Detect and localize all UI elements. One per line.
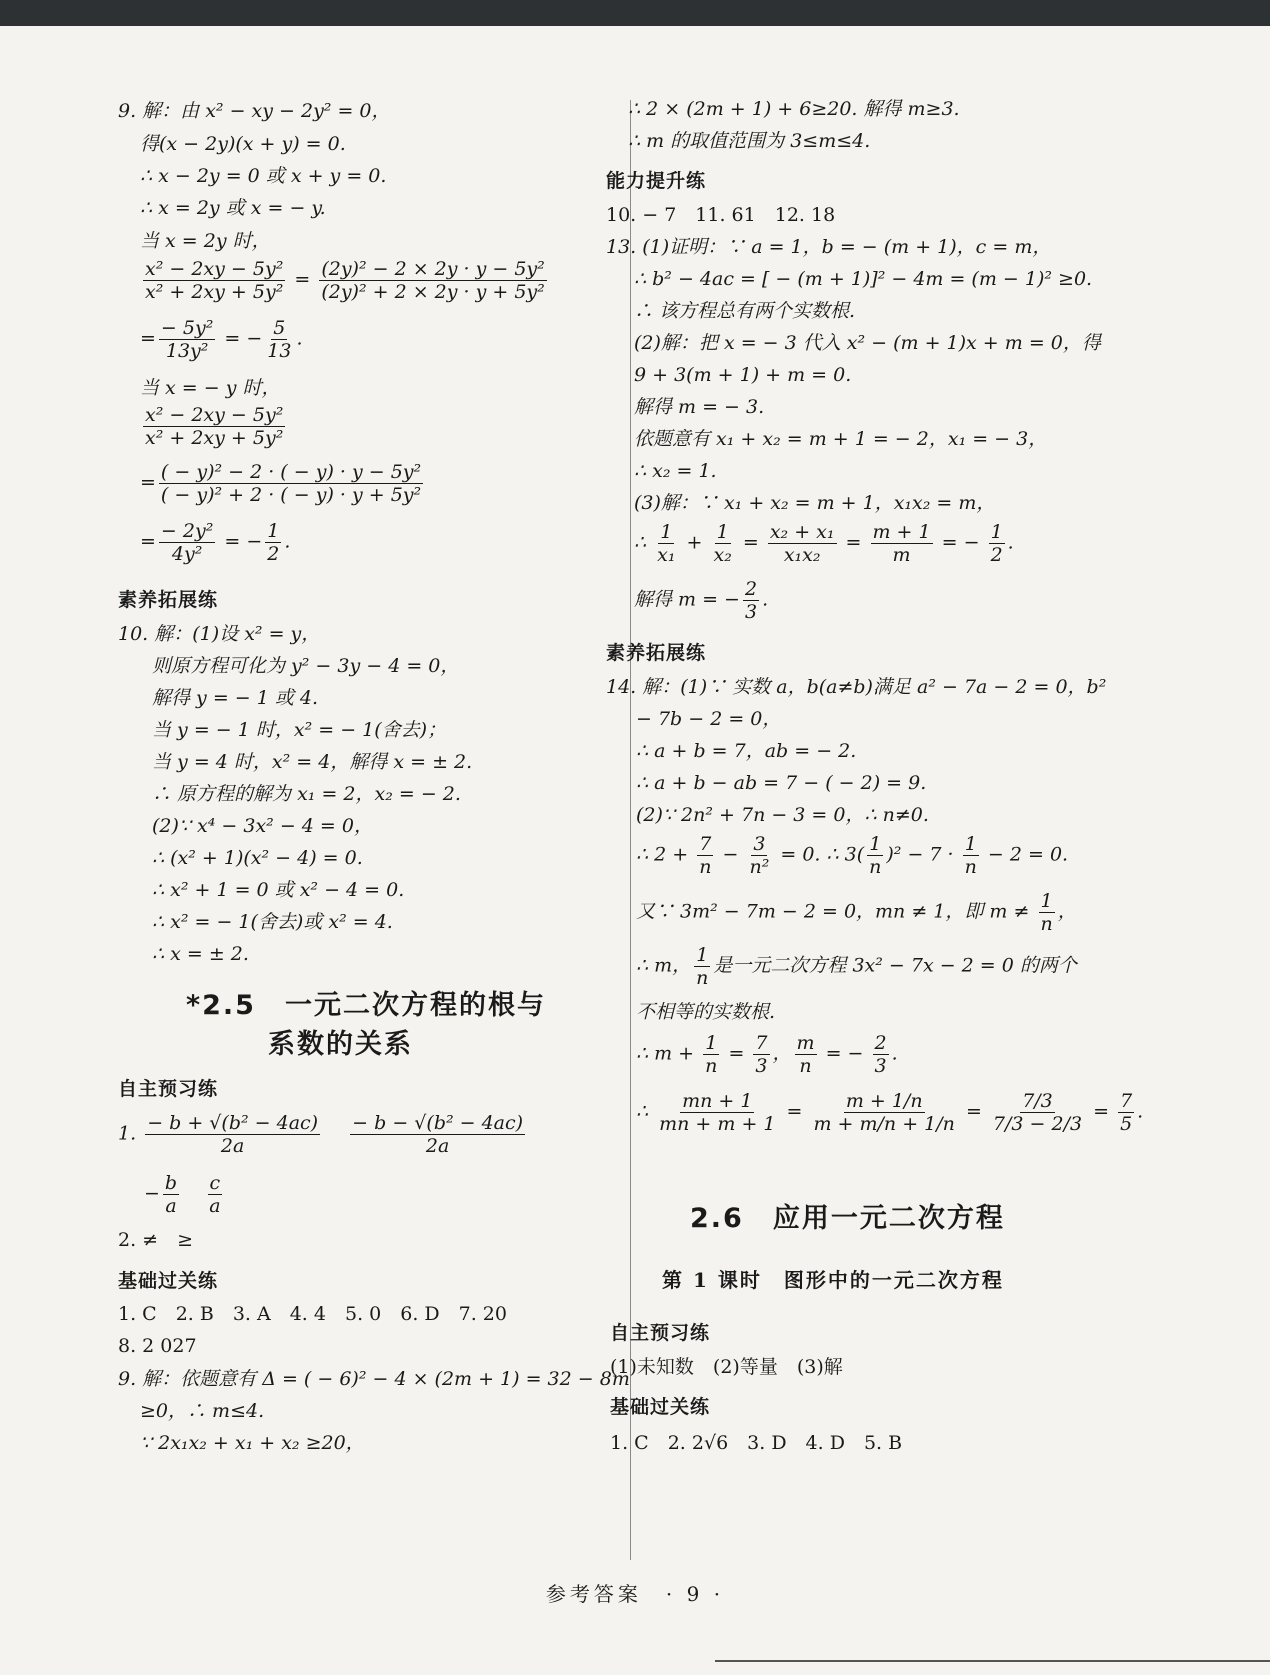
q13-line: (2)解：把 x = − 3 代入 x² − (m + 1)x + m = 0，得 xyxy=(634,332,1101,354)
right-line-1: ∴ 2 × (2m + 1) + 6≥20. 解得 m≥3. xyxy=(628,98,960,120)
fraction: $\frac{\text{− b − √(b² − 4ac)}}{2a}$ xyxy=(352,1112,524,1157)
fraction: $\frac{2}{3}$ xyxy=(744,578,758,623)
q13-line: 依题意有 x₁ + x₂ = m + 1 = − 2，x₁ = − 3， xyxy=(634,428,1048,450)
basic-q9-line-2: ≥0，∴ m≤4. xyxy=(140,1400,265,1422)
fraction: $\frac{1}{n}$ xyxy=(1040,890,1053,935)
fraction: $\frac{\text{x₂ + x₁}}{\text{x₁x₂}}$ xyxy=(769,521,835,566)
fraction: $\frac{2}{3}$ xyxy=(874,1032,887,1077)
ability-answers: 10. − 7 11. 61 12. 18 xyxy=(606,204,836,226)
fraction: $\frac{1}{n}$ xyxy=(696,944,709,989)
fraction: $\frac{b}{a}$ xyxy=(164,1172,178,1217)
section-heading-extension-right: 素养拓展练 xyxy=(606,642,707,664)
section-title-2-5: *2.5 一元二次方程的根与 xyxy=(186,990,546,1021)
q14-line: ∴ a + b − ab = 7 − ( − 2) = 9. xyxy=(636,772,927,794)
section-heading-preview-right: 自主预习练 xyxy=(610,1322,711,1344)
page-footer: 参考答案 · 9 · xyxy=(545,1582,725,1606)
preview-answers-right: (1)未知数 (2)等量 (3)解 xyxy=(610,1356,843,1378)
fraction: $\frac{\text{− b + √(b² − 4ac)}}{2a}$ xyxy=(147,1112,319,1157)
fraction: $\frac{1}{n}$ xyxy=(869,833,882,878)
section-heading-basic-right: 基础过关练 xyxy=(610,1396,711,1418)
section-title-2-5-cont: 系数的关系 xyxy=(268,1029,413,1060)
preview-answer-1-cont: − $\frac{b}{a}$ $\frac{c}{a}$ xyxy=(144,1172,221,1217)
q14-line: ∴ a + b = 7，ab = − 2. xyxy=(636,740,857,762)
basic-q9-line-1: 9. 解：依题意有 Δ = ( − 6)² − 4 × (2m + 1) = 32 − 8m xyxy=(118,1368,630,1390)
q13-line: 9 + 3(m + 1) + m = 0. xyxy=(634,364,852,386)
q9-fraction-row-4: = $\frac{\text{( − y)² − 2 · ( − y) · y − 5y²}}{\text{( − y)² + 2 · ( − y) · y + 5y²}}$ xyxy=(140,461,422,506)
fraction: $\frac{\text{− 2y²}}{\text{4y²}}$ xyxy=(160,520,214,565)
q14-fraction-row-5: ∴ $\frac{mn + 1}{mn + m + 1}$ = $\frac{m + 1/n}{m + m/n + 1/n}$ = $\frac{7/3}{7/3 - 2/3}$ = $\frac{7}{5}$ . xyxy=(636,1090,1144,1135)
q10-line: 当 y = − 1 时，x² = − 1(舍去)； xyxy=(152,719,447,741)
q9-line-4: ∴ x = 2y 或 x = − y. xyxy=(140,197,326,219)
preview-answer-1: 1. $\frac{\text{− b + √(b² − 4ac)}}{2a}$ $\frac{\text{− b − √(b² − 4ac)}}{2a}$ xyxy=(118,1112,524,1157)
fraction: $\frac{1}{2}$ xyxy=(990,521,1003,566)
q10-line: ∴ (x² + 1)(x² − 4) = 0. xyxy=(152,847,363,869)
lesson-title: 第 1 课时 图形中的一元二次方程 xyxy=(662,1268,1004,1292)
fraction: $\frac{\text{(2y)² − 2 × 2y · y − 5y²}}{\text{(2y)² + 2 × 2y · y + 5y²}}$ xyxy=(321,258,545,303)
q14-fraction-row-2: 又∵ 3m² − 7m − 2 = 0，mn ≠ 1，即 m ≠ $\frac{1}{n}$ ， xyxy=(636,890,1077,935)
q14-line: 14. 解：(1)∵ 实数 a，b(a≠b)满足 a² − 7a − 2 = 0，b² xyxy=(606,676,1107,698)
fraction: $\frac{7/3}{7/3 - 2/3}$ xyxy=(992,1090,1083,1135)
fraction: $\frac{\text{( − y)² − 2 · ( − y) · y − 5y²}}{\text{( − y)² + 2 · ( − y) · y + 5y²}}$ xyxy=(160,461,422,506)
q13-line: (3)解：∵ x₁ + x₂ = m + 1，x₁x₂ = m， xyxy=(634,492,996,514)
fraction: $\frac{1}{n}$ xyxy=(964,833,977,878)
q9-fraction-row-3 xyxy=(140,404,288,449)
fraction: $\frac{\text{x² − 2xy − 5y²}}{\text{x² + 2xy + 5y²}}$ xyxy=(145,404,284,449)
q13-line: ∴ 该方程总有两个实数根. xyxy=(634,300,856,322)
q14-line: (2)∵ 2n² + 7n − 3 = 0，∴ n≠0. xyxy=(636,804,929,826)
q13-line: ∴ x₂ = 1. xyxy=(634,460,717,482)
q13-line: ∴ b² − 4ac = [ − (m + 1)]² − 4m = (m − 1)² ≥0. xyxy=(634,268,1093,290)
q10-line: 则原方程可化为 y² − 3y − 4 = 0， xyxy=(152,655,460,677)
q13-fraction-row: ∴ $\frac{1}{\text{x₁}}$ + $\frac{1}{\text{x₂}}$ = $\frac{\text{x₂ + x₁}}{\text{x₁x₂}}$ = $\frac{m + 1}{m}$ = − $\frac{1}{2}$ . xyxy=(634,521,1014,566)
fraction: $\frac{1}{n}$ xyxy=(705,1032,718,1077)
q10-line: ∴ 原方程的解为 x₁ = 2，x₂ = − 2. xyxy=(152,783,461,805)
section-title-2-6: 2.6 应用一元二次方程 xyxy=(690,1203,1005,1234)
fraction: $\frac{m + 1}{m}$ xyxy=(872,521,931,566)
q14-fraction-row-1: ∴ 2 + $\frac{7}{n}$ − $\frac{3}{\text{n²}}$ = 0. ∴ 3( $\frac{1}{n}$ )² − 7 · $\frac{1}{n}$ − 2 = 0. xyxy=(636,833,1069,878)
q14-fraction-row-3: ∴ m， $\frac{1}{n}$ 是一元二次方程 3x² − 7x − 2 = 0 的两个 xyxy=(636,944,1077,989)
fraction: $\frac{1}{\text{x₂}}$ xyxy=(713,521,732,566)
q10-line: 当 y = 4 时，x² = 4，解得 x = ± 2. xyxy=(152,751,473,773)
bottom-rule xyxy=(715,1660,1270,1662)
q10-line: 解得 y = − 1 或 4. xyxy=(152,687,319,709)
q13-line: 13. (1)证明：∵ a = 1，b = − (m + 1)，c = m， xyxy=(606,236,1052,258)
q9-line-3: ∴ x − 2y = 0 或 x + y = 0. xyxy=(140,165,387,187)
q10-line: (2)∵ x⁴ − 3x² − 4 = 0， xyxy=(152,815,373,837)
q13-line: 解得 m = − 3. xyxy=(634,396,765,418)
fraction: $\frac{7}{n}$ xyxy=(699,833,712,878)
basic-answers-2: 8. 2 027 xyxy=(118,1335,197,1357)
fraction: $\frac{m}{n}$ xyxy=(796,1032,815,1077)
q9-fraction-row-2: = $\frac{\text{− 5y²}}{\text{13y²}}$ = − $\frac{5}{13}$ . xyxy=(140,317,303,362)
q9-line-1: 9. 解：由 x² − xy − 2y² = 0， xyxy=(118,100,391,122)
fraction: $\frac{1}{\text{x₁}}$ xyxy=(657,521,676,566)
fraction: $\frac{7}{5}$ xyxy=(1120,1090,1133,1135)
q14-fraction-row-4: ∴ m + $\frac{1}{n}$ = $\frac{7}{3}$ ， $\frac{m}{n}$ = − $\frac{2}{3}$ . xyxy=(636,1032,898,1077)
q9-line-5: 当 x = 2y 时， xyxy=(140,230,271,252)
fraction: $\frac{5}{13}$ xyxy=(267,317,292,362)
fraction: $\frac{\text{x² − 2xy − 5y²}}{\text{x² + 2xy + 5y²}}$ xyxy=(145,258,284,303)
basic-answers-1: 1. C 2. B 3. A 4. 4 5. 0 6. D 7. 20 xyxy=(118,1303,507,1325)
fraction: $\frac{7}{3}$ xyxy=(755,1032,768,1077)
scan-top-border xyxy=(0,0,1270,26)
right-line-2: ∴ m 的取值范围为 3≤m≤4. xyxy=(628,130,871,152)
section-heading-preview: 自主预习练 xyxy=(118,1078,219,1100)
q10-line: ∴ x² + 1 = 0 或 x² − 4 = 0. xyxy=(152,879,405,901)
preview-answer-2: 2. ≠ ≥ xyxy=(118,1229,194,1251)
basic-answers-right: 1. C 2. 2√6 3. D 4. D 5. B xyxy=(610,1432,903,1454)
q13-result: 解得 m = − $\frac{2}{3}$ . xyxy=(634,578,769,623)
fraction: $\frac{c}{a}$ xyxy=(209,1172,221,1217)
section-heading-ability: 能力提升练 xyxy=(606,170,707,192)
q14-line: − 7b − 2 = 0， xyxy=(636,708,782,730)
fraction: $\frac{mn + 1}{mn + m + 1}$ xyxy=(659,1090,776,1135)
q9-fraction-row-1: $\frac{\text{x² − 2xy − 5y²}}{\text{x² + 2xy + 5y²}}$ = $\frac{\text{(2y)² − 2 × 2y · y − 5y²}}{\text{(2y)² + 2 × 2y · y + 5y²}}$ xyxy=(145,258,545,303)
q9-line-6: 当 x = − y 时， xyxy=(140,377,281,399)
q10-line: 10. 解：(1)设 x² = y， xyxy=(118,623,321,645)
fraction: $\frac{m + 1/n}{m + m/n + 1/n}$ xyxy=(813,1090,955,1135)
q14-line: 不相等的实数根. xyxy=(636,1001,776,1023)
fraction: $\frac{3}{\text{n²}}$ xyxy=(749,833,770,878)
fraction: $\frac{1}{2}$ xyxy=(267,520,280,565)
q9-fraction-row-5: = $\frac{\text{− 2y²}}{\text{4y²}}$ = − $\frac{1}{2}$ . xyxy=(140,520,291,565)
basic-q9-line-3: ∵ 2x₁x₂ + x₁ + x₂ ≥20， xyxy=(140,1432,365,1454)
q10-line: ∴ x² = − 1(舍去)或 x² = 4. xyxy=(152,911,393,933)
section-heading-extension: 素养拓展练 xyxy=(118,589,219,611)
q9-line-2: 得(x − 2y)(x + y) = 0. xyxy=(140,133,346,155)
fraction: $\frac{\text{− 5y²}}{\text{13y²}}$ xyxy=(160,317,214,362)
q10-line: ∴ x = ± 2. xyxy=(152,943,249,965)
section-heading-basic: 基础过关练 xyxy=(118,1270,219,1292)
